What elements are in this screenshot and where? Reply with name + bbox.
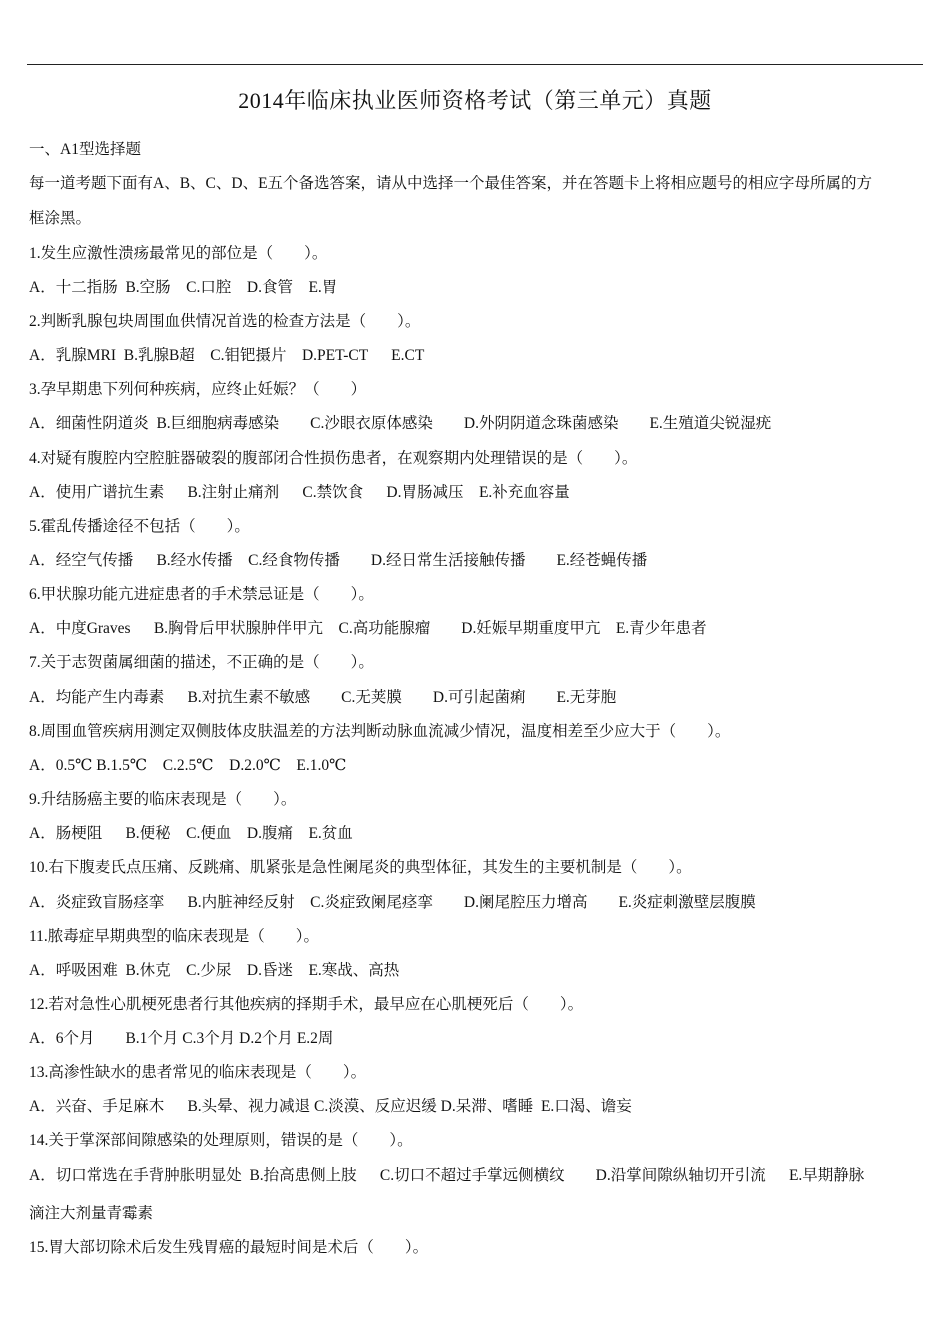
answer-options: A．切口常选在手背肿胀明显处 B.抬高患侧上肢 C.切口不超过手掌远侧横纹 D.沿掌间隙纵轴切开引流 E.早期静脉: [29, 1167, 865, 1184]
question-stem: 5.霍乱传播途径不包括（ ）。: [29, 518, 250, 535]
question-stem: 7.关于志贺菌属细菌的描述，不正确的是（ ）。: [29, 654, 374, 671]
answer-options: A．炎症致盲肠痉挛 B.内脏神经反射 C.炎症致阑尾痉挛 D.阑尾腔压力增高 E.炎症刺激壁层腹膜: [29, 894, 756, 911]
answer-options: A．经空气传播 B.经水传播 C.经食物传播 D.经日常生活接触传播 E.经苍蝇传播: [29, 552, 648, 569]
answer-options: A．中度Graves B.胸骨后甲状腺肿伴甲亢 C.高功能腺瘤 D.妊娠早期重度甲亢 E.青少年患者: [29, 620, 707, 637]
answer-options: A．6个月 B.1个月 C.3个月 D.2个月 E.2周: [29, 1030, 334, 1047]
question-stem: 1.发生应激性溃疡最常见的部位是（ ）。: [29, 245, 328, 262]
answer-options: A．细菌性阴道炎 B.巨细胞病毒感染 C.沙眼衣原体感染 D.外阴阴道念珠菌感染 E.生殖道尖锐湿疣: [29, 415, 772, 432]
answer-options: A．均能产生内毒素 B.对抗生素不敏感 C.无荚膜 D.可引起菌痢 E.无芽胞: [29, 689, 617, 706]
question-stem: 14.关于掌深部间隙感染的处理原则，错误的是（ ）。: [29, 1132, 413, 1149]
question-stem: 15.胃大部切除术后发生残胃癌的最短时间是术后（ ）。: [29, 1239, 429, 1256]
question-stem: 13.高渗性缺水的患者常见的临床表现是（ ）。: [29, 1064, 367, 1081]
question-stem: 12.若对急性心肌梗死患者行其他疾病的择期手术，最早应在心肌梗死后（ ）。: [29, 996, 584, 1013]
question-stem: 4.对疑有腹腔内空腔脏器破裂的腹部闭合性损伤患者，在观察期内处理错误的是（ ）。: [29, 450, 638, 467]
question-stem: 3.孕早期患下列何种疾病，应终止妊娠？（ ）: [29, 381, 367, 398]
answer-options: A．肠梗阻 B.便秘 C.便血 D.腹痛 E.贫血: [29, 825, 353, 842]
answer-options: A．十二指肠 B.空肠 C.口腔 D.食管 E.胃: [29, 279, 338, 296]
header-rule: [27, 64, 923, 65]
question-stem: 11.脓毒症早期典型的临床表现是（ ）。: [29, 928, 320, 945]
answer-options: A．使用广谱抗生素 B.注射止痛剂 C.禁饮食 D.胃肠减压 E.补充血容量: [29, 484, 570, 501]
answer-options: A．兴奋、手足麻木 B.头晕、视力减退 C.淡漠、反应迟缓 D.呆滞、嗜睡 E.口渴、谵妄: [29, 1098, 632, 1115]
question-stem: 6.甲状腺功能亢进症患者的手术禁忌证是（ ）。: [29, 586, 374, 603]
section-heading: 一、A1型选择题: [29, 141, 141, 158]
answer-options: 滴注大剂量青霉素: [29, 1205, 154, 1222]
question-stem: 9.升结肠癌主要的临床表现是（ ）。: [29, 791, 297, 808]
page-title: 2014年临床执业医师资格考试（第三单元）真题: [238, 88, 712, 113]
answer-options: A．0.5℃ B.1.5℃ C.2.5℃ D.2.0℃ E.1.0℃: [29, 757, 347, 774]
instructions-line: 框涂黑。: [29, 210, 92, 227]
answer-options: A．呼吸困难 B.休克 C.少尿 D.昏迷 E.寒战、高热: [29, 962, 400, 979]
question-stem: 10.右下腹麦氏点压痛、反跳痛、肌紧张是急性阑尾炎的典型体征，其发生的主要机制是（ ）。: [29, 859, 692, 876]
question-stem: 2.判断乳腺包块周围血供情况首选的检查方法是（ ）。: [29, 313, 421, 330]
instructions-line: 每一道考题下面有A、B、C、D、E五个备选答案，请从中选择一个最佳答案，并在答题卡上将相应题号的相应字母所属的方: [29, 175, 873, 192]
question-stem: 8.周围血管疾病用测定双侧肢体皮肤温差的方法判断动脉血流减少情况，温度相差至少应大于（ ）。: [29, 723, 731, 740]
answer-options: A．乳腺MRI B.乳腺B超 C.钼钯摄片 D.PET-CT E.CT: [29, 347, 425, 364]
